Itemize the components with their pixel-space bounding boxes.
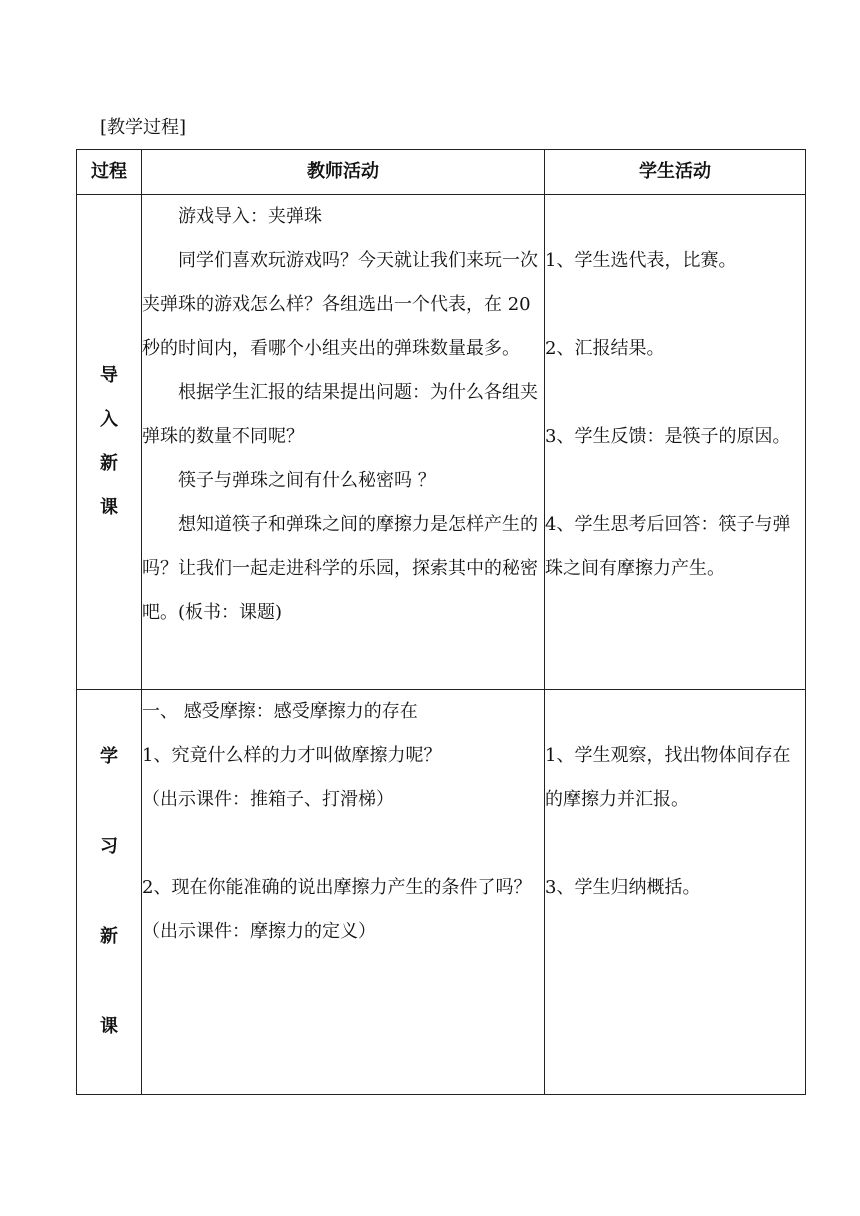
lesson-process-table <box>76 149 806 1095</box>
teacher-paragraph: 一、 感受摩擦：感受摩擦力的存在 <box>142 701 418 722</box>
header-teacher-activity: 教师活动 <box>142 150 545 195</box>
stage-char: 入 <box>100 409 118 430</box>
student-paragraph: 3、学生反馈：是筷子的原因。 <box>545 426 791 447</box>
stage-char: 学 <box>100 746 118 767</box>
student-paragraph: 2、汇报结果。 <box>545 338 665 359</box>
header-process: 过程 <box>77 150 142 195</box>
teacher-paragraph: 同学们喜欢玩游戏吗？今天就让我们来玩一次夹弹珠的游戏怎么样？各组选出一个代表，在 20 秒的时间内，看哪个小组夹出的弹珠数量最多。 <box>142 250 538 359</box>
student-paragraph: 4、学生思考后回答：筷子与弹珠之间有摩擦力产生。 <box>545 514 791 579</box>
table-row <box>77 690 806 1095</box>
stage-cell-learn <box>77 690 142 1095</box>
student-paragraph: 3、学生归纳概括。 <box>545 877 701 898</box>
student-paragraph: 1、学生观察，找出物体间存在的摩擦力并汇报。 <box>545 745 791 810</box>
teacher-paragraph: （出示课件：推箱子、打滑梯） <box>142 789 394 810</box>
student-paragraph: 1、学生选代表，比赛。 <box>545 250 737 271</box>
table-header-row <box>77 150 806 195</box>
teacher-paragraph: 想知道筷子和弹珠之间的摩擦力是怎样产生的吗？让我们一起走进科学的乐园，探索其中的秘密吧。(板书：课题) <box>142 514 538 623</box>
stage-char: 课 <box>100 1016 118 1037</box>
teacher-paragraph: （出示课件：摩擦力的定义） <box>142 921 376 942</box>
stage-char: 新 <box>100 453 118 474</box>
teacher-activity-cell <box>142 690 545 1095</box>
stage-char: 习 <box>100 836 118 857</box>
header-student-activity: 学生活动 <box>545 150 806 195</box>
teacher-paragraph: 游戏导入：夹弹珠 <box>178 206 322 227</box>
teacher-paragraph: 根据学生汇报的结果提出问题：为什么各组夹弹珠的数量不同呢？ <box>142 382 538 447</box>
stage-char: 课 <box>100 497 118 518</box>
table-row <box>77 195 806 690</box>
stage-cell-intro <box>77 195 142 690</box>
section-title: [教学过程] <box>100 117 187 138</box>
stage-char: 新 <box>100 926 118 947</box>
stage-char: 导 <box>100 365 118 386</box>
student-activity-cell <box>545 690 806 1095</box>
student-activity-cell <box>545 195 806 690</box>
teacher-paragraph: 筷子与弹珠之间有什么秘密吗 ？ <box>178 470 436 491</box>
teacher-paragraph: 2、现在你能准确的说出摩擦力产生的条件了吗？ <box>142 877 532 898</box>
teacher-activity-cell <box>142 195 545 690</box>
teacher-paragraph: 1、究竟什么样的力才叫做摩擦力呢？ <box>142 745 442 766</box>
